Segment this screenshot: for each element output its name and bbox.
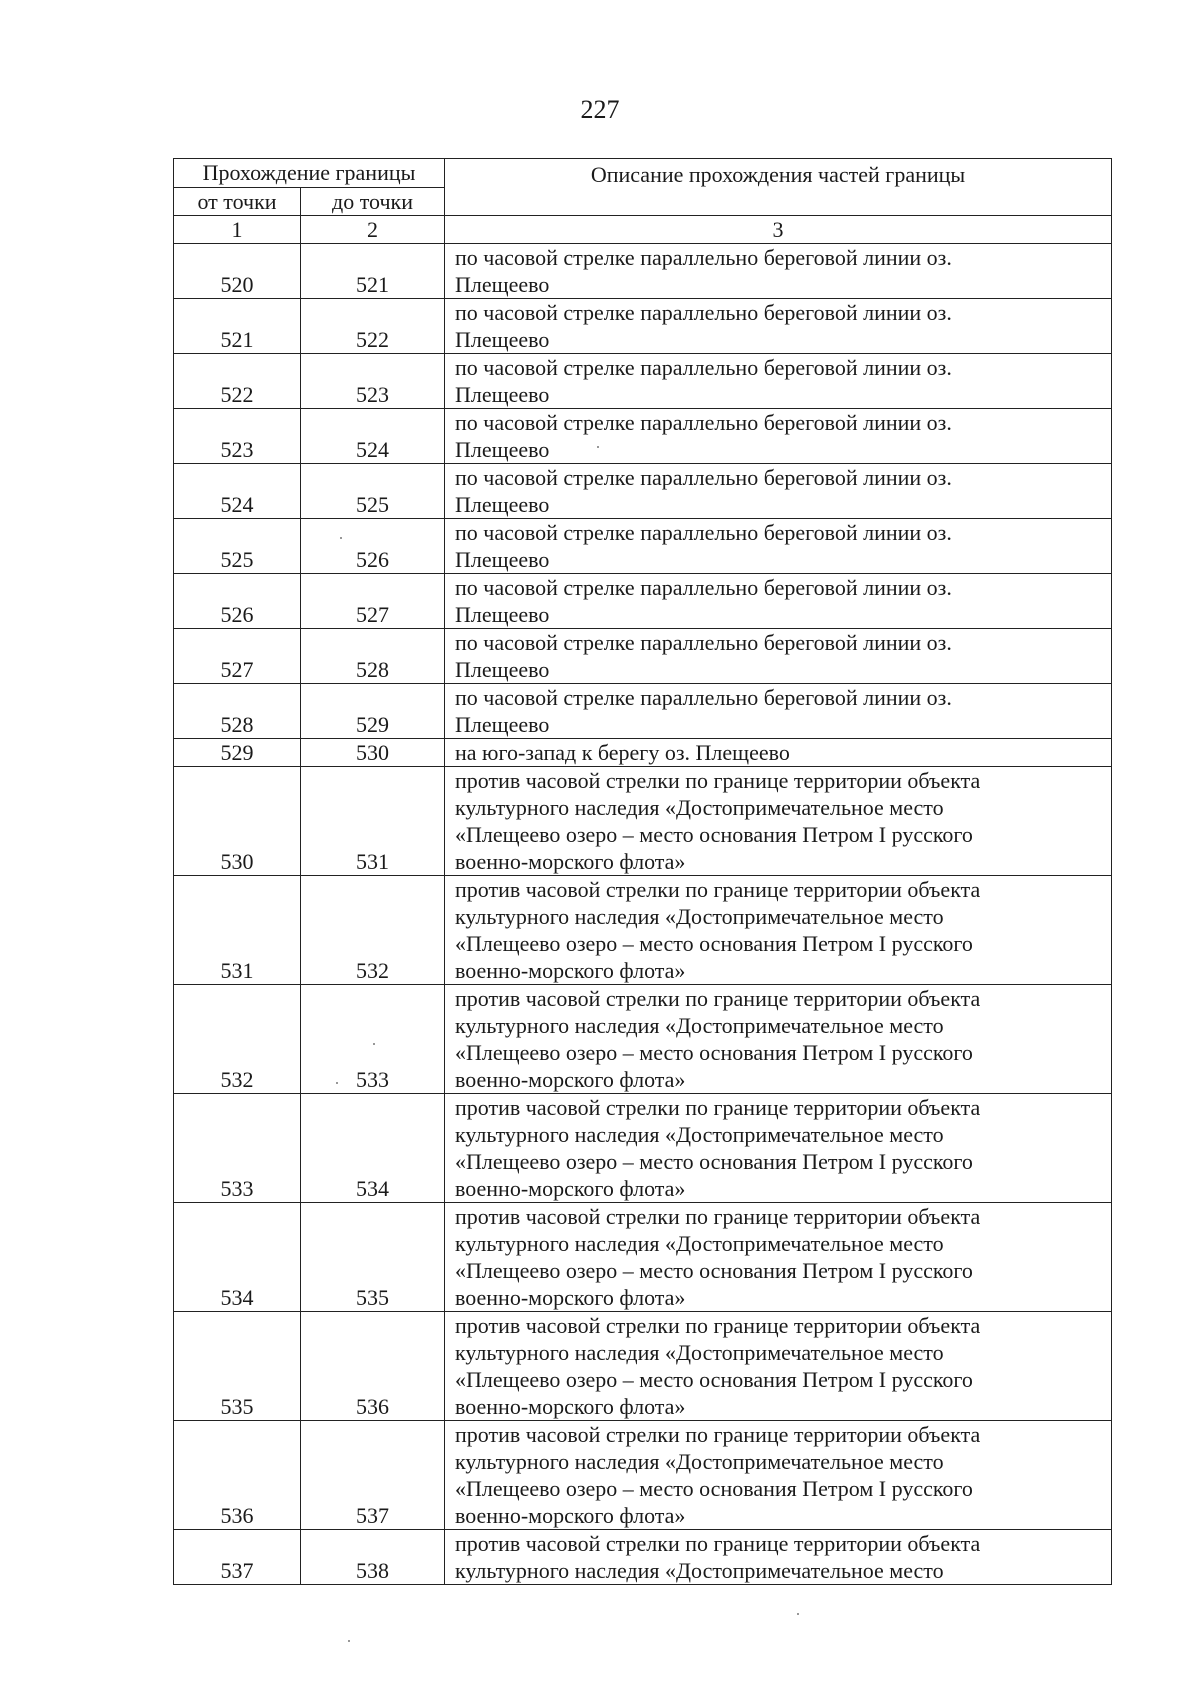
to-point-cell: 526 bbox=[301, 519, 445, 574]
description-cell: против часовой стрелки по границе территории объекта культурного наследия «Достопримечательное место «Плещеево озеро – место основания Петром I русского военно-морского флота» bbox=[445, 1312, 1112, 1421]
from-point-cell: 528 bbox=[174, 684, 301, 739]
table-row bbox=[174, 1421, 1112, 1530]
table-row bbox=[174, 739, 1112, 767]
scan-speck bbox=[373, 1043, 375, 1045]
header-to-point: до точки bbox=[301, 188, 445, 216]
table-row bbox=[174, 409, 1112, 464]
from-point-cell: 536 bbox=[174, 1421, 301, 1530]
to-point-cell: 534 bbox=[301, 1094, 445, 1203]
description-cell: по часовой стрелке параллельно береговой линии оз. Плещеево bbox=[445, 684, 1112, 739]
description-cell: против часовой стрелки по границе территории объекта культурного наследия «Достопримечательное место «Плещеево озеро – место основания Петром I русского военно-морского флота» bbox=[445, 767, 1112, 876]
to-point-cell: 523 bbox=[301, 354, 445, 409]
description-cell: против часовой стрелки по границе территории объекта культурного наследия «Достопримечательное место «Плещеево озеро – место основания Петром I русского военно-морского флота» bbox=[445, 876, 1112, 985]
description-cell: по часовой стрелке параллельно береговой линии оз. Плещеево bbox=[445, 574, 1112, 629]
header-description: Описание прохождения частей границы bbox=[445, 159, 1112, 216]
from-point-cell: 526 bbox=[174, 574, 301, 629]
description-cell: против часовой стрелки по границе территории объекта культурного наследия «Достопримечательное место «Плещеево озеро – место основания Петром I русского военно-морского флота» bbox=[445, 1421, 1112, 1530]
table-header bbox=[174, 159, 1112, 244]
to-point-cell: 533 bbox=[301, 985, 445, 1094]
to-point-cell: 522 bbox=[301, 299, 445, 354]
from-point-cell: 535 bbox=[174, 1312, 301, 1421]
header-from-point: от точки bbox=[174, 188, 301, 216]
to-point-cell: 524 bbox=[301, 409, 445, 464]
header-col-number-2: 2 bbox=[301, 216, 445, 244]
to-point-cell: 531 bbox=[301, 767, 445, 876]
scan-speck bbox=[340, 537, 342, 539]
description-cell: по часовой стрелке параллельно береговой линии оз. Плещеево bbox=[445, 464, 1112, 519]
to-point-cell: 521 bbox=[301, 244, 445, 299]
to-point-cell: 538 bbox=[301, 1530, 445, 1585]
page-number: 227 bbox=[580, 95, 620, 124]
from-point-cell: 533 bbox=[174, 1094, 301, 1203]
from-point-cell: 531 bbox=[174, 876, 301, 985]
table-row bbox=[174, 1094, 1112, 1203]
table-row bbox=[174, 1312, 1112, 1421]
table-row bbox=[174, 299, 1112, 354]
from-point-cell: 525 bbox=[174, 519, 301, 574]
scan-speck bbox=[597, 446, 599, 448]
description-cell: против часовой стрелки по границе территории объекта культурного наследия «Достопримечательное место «Плещеево озеро – место основания Петром I русского военно-морского флота» bbox=[445, 985, 1112, 1094]
to-point-cell: 537 bbox=[301, 1421, 445, 1530]
description-cell: против часовой стрелки по границе территории объекта культурного наследия «Достопримечательное место «Плещеево озеро – место основания Петром I русского военно-морского флота» bbox=[445, 1094, 1112, 1203]
to-point-cell: 528 bbox=[301, 629, 445, 684]
description-cell: против часовой стрелки по границе территории объекта культурного наследия «Достопримечательное место «Плещеево озеро – место основания Петром I русского военно-морского флота» bbox=[445, 1203, 1112, 1312]
to-point-cell: 530 bbox=[301, 739, 445, 767]
table-row bbox=[174, 464, 1112, 519]
from-point-cell: 521 bbox=[174, 299, 301, 354]
from-point-cell: 527 bbox=[174, 629, 301, 684]
table-row bbox=[174, 354, 1112, 409]
table-row bbox=[174, 519, 1112, 574]
to-point-cell: 529 bbox=[301, 684, 445, 739]
table-row bbox=[174, 684, 1112, 739]
from-point-cell: 532 bbox=[174, 985, 301, 1094]
table-row bbox=[174, 574, 1112, 629]
to-point-cell: 536 bbox=[301, 1312, 445, 1421]
description-cell: по часовой стрелке параллельно береговой линии оз. Плещеево bbox=[445, 629, 1112, 684]
description-cell: по часовой стрелке параллельно береговой линии оз. Плещеево bbox=[445, 519, 1112, 574]
boundary-table bbox=[173, 158, 1112, 1585]
from-point-cell: 520 bbox=[174, 244, 301, 299]
to-point-cell: 535 bbox=[301, 1203, 445, 1312]
header-boundary-passage: Прохождение границы bbox=[174, 159, 445, 188]
to-point-cell: 527 bbox=[301, 574, 445, 629]
description-cell: против часовой стрелки по границе территории объекта культурного наследия «Достопримечательное место bbox=[445, 1530, 1112, 1585]
table-row bbox=[174, 876, 1112, 985]
description-cell: по часовой стрелке параллельно береговой линии оз. Плещеево bbox=[445, 409, 1112, 464]
scan-speck bbox=[348, 1640, 350, 1642]
from-point-cell: 522 bbox=[174, 354, 301, 409]
from-point-cell: 524 bbox=[174, 464, 301, 519]
from-point-cell: 537 bbox=[174, 1530, 301, 1585]
table-row bbox=[174, 244, 1112, 299]
table-row bbox=[174, 985, 1112, 1094]
from-point-cell: 523 bbox=[174, 409, 301, 464]
table-row bbox=[174, 1530, 1112, 1585]
table-row bbox=[174, 1203, 1112, 1312]
to-point-cell: 532 bbox=[301, 876, 445, 985]
header-col-number-1: 1 bbox=[174, 216, 301, 244]
from-point-cell: 530 bbox=[174, 767, 301, 876]
description-cell: по часовой стрелке параллельно береговой линии оз. Плещеево bbox=[445, 244, 1112, 299]
to-point-cell: 525 bbox=[301, 464, 445, 519]
description-cell: по часовой стрелке параллельно береговой линии оз. Плещеево bbox=[445, 354, 1112, 409]
table-row bbox=[174, 629, 1112, 684]
description-cell: по часовой стрелке параллельно береговой линии оз. Плещеево bbox=[445, 299, 1112, 354]
from-point-cell: 529 bbox=[174, 739, 301, 767]
scan-speck bbox=[336, 1082, 338, 1084]
from-point-cell: 534 bbox=[174, 1203, 301, 1312]
table-body bbox=[174, 244, 1112, 1585]
description-cell: на юго-запад к берегу оз. Плещеево bbox=[445, 739, 1112, 767]
table-row bbox=[174, 767, 1112, 876]
header-col-number-3: 3 bbox=[445, 216, 1112, 244]
scan-speck bbox=[797, 1613, 799, 1615]
